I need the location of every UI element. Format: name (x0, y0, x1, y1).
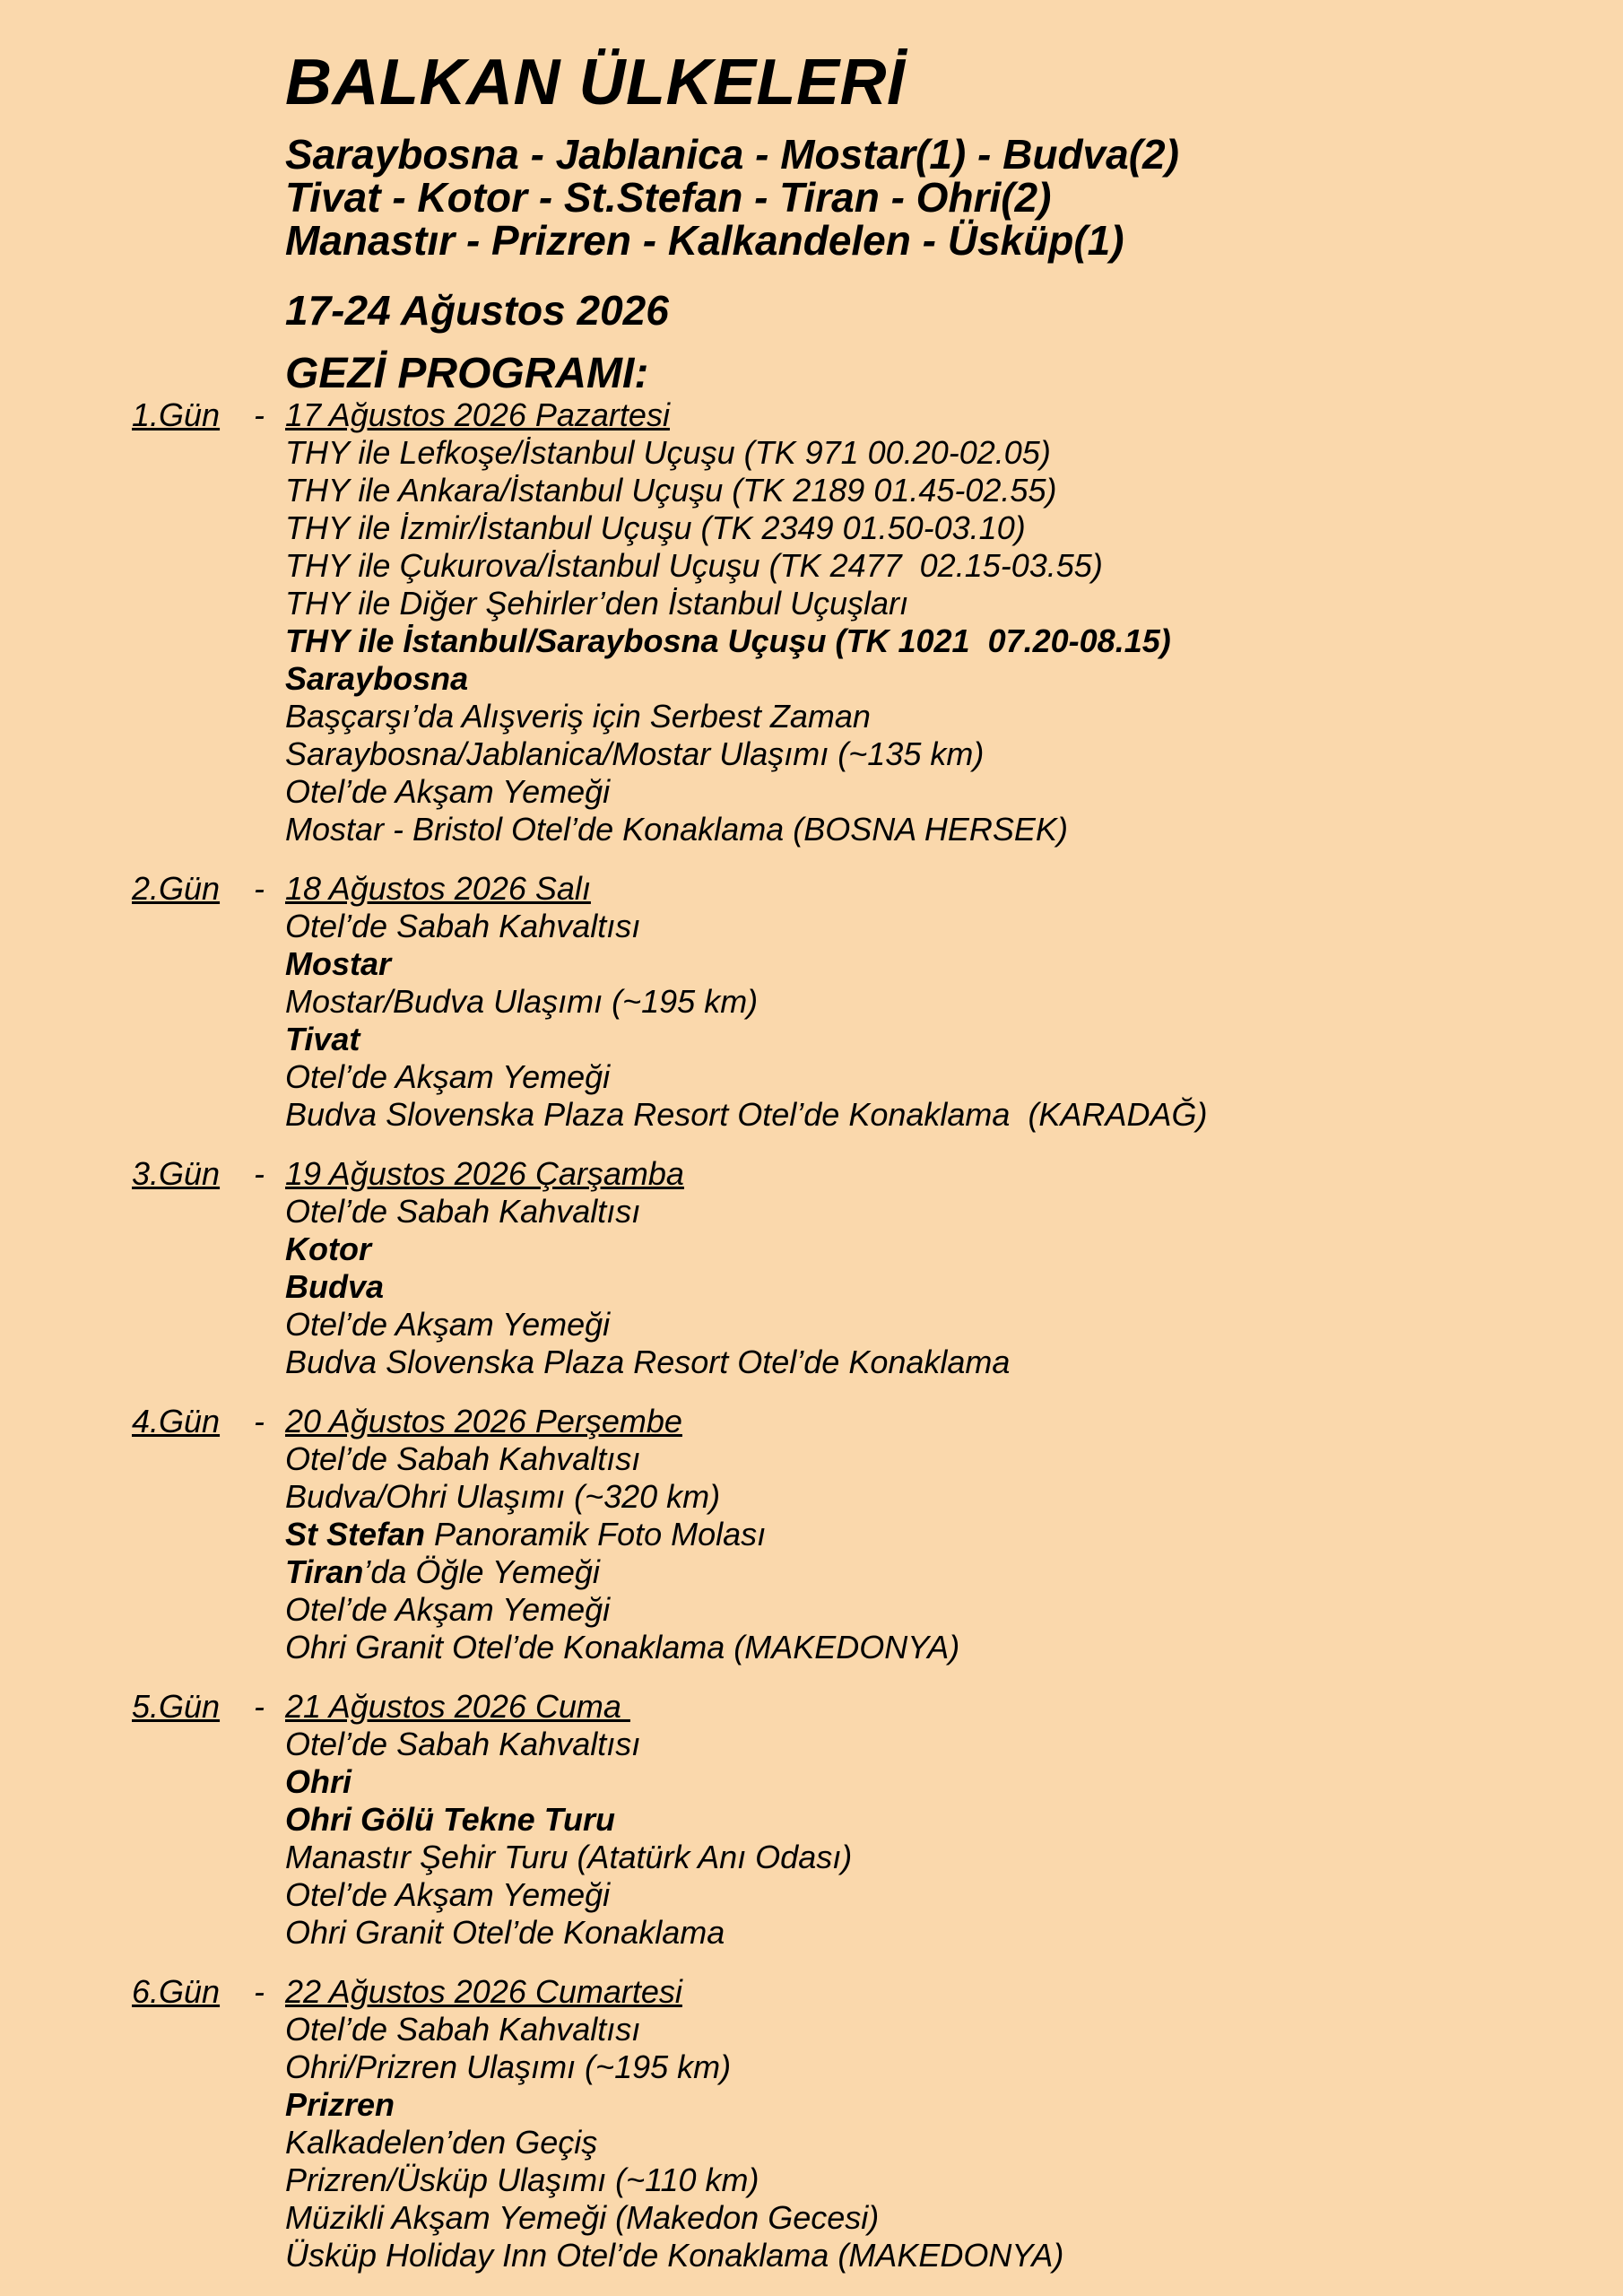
program-line-segment: THY ile Çukurova/İstanbul Uçuşu (TK 2477 02.15-03.55) (285, 547, 1103, 584)
day-header (0, 1973, 1623, 2011)
day-label: 6.Gün (132, 1973, 221, 2010)
day-lines (285, 2011, 1623, 2274)
program-line (285, 2161, 1623, 2199)
program-line-segment: Budva Slovenska Plaza Resort Otel’de Konaklama (KARADAĞ) (285, 1096, 1208, 1133)
route-line-2: Tivat - Kotor - St.Stefan - Tiran - Ohri(2) (285, 174, 1052, 221)
program-line (285, 2048, 1623, 2086)
program-line (285, 1726, 1623, 1763)
program-line-bold-segment: Mostar (285, 945, 392, 982)
program-line-bold-segment: Tivat (285, 1021, 360, 1057)
program-line-segment: Otel’de Sabah Kahvaltısı (285, 908, 641, 944)
document-header (0, 47, 1623, 397)
program-line (285, 1096, 1623, 1134)
program-line (285, 1058, 1623, 1096)
program-line-segment: Otel’de Akşam Yemeği (285, 1306, 611, 1343)
program-line (285, 1306, 1623, 1344)
program-line-segment: Budva Slovenska Plaza Resort Otel’de Konaklama (285, 1344, 1011, 1380)
program-line (285, 1478, 1623, 1516)
day-section (0, 396, 1623, 848)
program-line-bold-segment: Tiran (285, 1553, 364, 1590)
day-header (0, 1155, 1623, 1193)
program-line (285, 1021, 1623, 1058)
day-date: 21 Ağustos 2026 Cuma (285, 1688, 630, 1725)
program-line-segment: Otel’de Akşam Yemeği (285, 773, 611, 810)
program-line-segment: Otel’de Sabah Kahvaltısı (285, 1440, 641, 1477)
page-title: BALKAN ÜLKELERİ (285, 47, 906, 118)
program-line (285, 735, 1623, 773)
day-label: 2.Gün (132, 870, 221, 907)
program-line (285, 2237, 1623, 2274)
day-lines (285, 1726, 1623, 1952)
program-line (285, 585, 1623, 622)
program-line (285, 509, 1623, 547)
program-line-segment: Otel’de Sabah Kahvaltısı (285, 1193, 641, 1230)
day-header (0, 870, 1623, 908)
program-heading: GEZİ PROGRAMI: (285, 350, 649, 397)
program-line-bold-segment: Ohri Gölü Tekne Turu (285, 1801, 616, 1838)
program-line-bold-segment: Budva (285, 1268, 385, 1305)
day-date: 18 Ağustos 2026 Salı (285, 870, 591, 907)
program-line (285, 1516, 1623, 1553)
program-line (285, 472, 1623, 509)
program-line-segment: Otel’de Akşam Yemeği (285, 1876, 611, 1913)
day-dash: - (254, 1973, 265, 2010)
program-line (285, 2199, 1623, 2237)
day-label: 1.Gün (132, 396, 221, 433)
day-header (0, 1688, 1623, 1726)
day-date: 22 Ağustos 2026 Cumartesi (285, 1973, 682, 2010)
program-line (285, 2124, 1623, 2161)
program-line (285, 908, 1623, 945)
program-line-bold-segment: St Stefan (285, 1516, 426, 1552)
program-line (285, 1553, 1623, 1591)
program-line (285, 1268, 1623, 1306)
program-line-segment: THY ile Ankara/İstanbul Uçuşu (TK 2189 01.45-02.55) (285, 472, 1057, 509)
program-line-segment: Ohri Granit Otel’de Konaklama (285, 1914, 725, 1951)
day-dash: - (254, 1155, 265, 1192)
program-line (285, 1763, 1623, 1801)
program-line-segment: THY ile Diğer Şehirler’den İstanbul Uçuşları (285, 585, 908, 622)
program-line-bold-segment: Saraybosna (285, 660, 469, 697)
program-line-segment: Budva/Ohri Ulaşımı (~320 km) (285, 1478, 721, 1515)
day-header (0, 1403, 1623, 1440)
day-date: 20 Ağustos 2026 Perşembe (285, 1403, 682, 1439)
day-date: 17 Ağustos 2026 Pazartesi (285, 396, 670, 433)
program-line (285, 1839, 1623, 1876)
day-section (0, 1688, 1623, 1952)
program-line (285, 1440, 1623, 1478)
program-line (285, 1231, 1623, 1268)
day-lines (285, 1193, 1623, 1381)
program-line-segment: Mostar/Budva Ulaşımı (~195 km) (285, 983, 759, 1020)
program-line-segment: ’da Öğle Yemeği (363, 1553, 600, 1590)
program-line-segment: THY ile Lefkoşe/İstanbul Uçuşu (TK 971 00.20-02.05) (285, 434, 1051, 471)
day-header (0, 396, 1623, 434)
tour-date-range: 17-24 Ağustos 2026 (285, 287, 669, 334)
program-line-segment: Başçarşı’da Alışveriş için Serbest Zaman (285, 698, 871, 735)
program-line-segment: Mostar - Bristol Otel’de Konaklama (BOSNA HERSEK) (285, 811, 1068, 848)
program-line (285, 983, 1623, 1021)
program-line-segment: Kalkadelen’den Geçiş (285, 2124, 598, 2161)
program-line (285, 434, 1623, 472)
day-section (0, 1155, 1623, 1381)
program-line (285, 2011, 1623, 2048)
day-dash: - (254, 1403, 265, 1439)
program-line (285, 1344, 1623, 1381)
program-line-segment: Otel’de Akşam Yemeği (285, 1058, 611, 1095)
day-section (0, 1973, 1623, 2274)
day-dash: - (254, 396, 265, 433)
program-line-bold-segment: Ohri (285, 1763, 352, 1800)
program-line-segment: THY ile İzmir/İstanbul Uçuşu (TK 2349 01.50-03.10) (285, 509, 1026, 546)
program-line-segment: Ohri Granit Otel’de Konaklama (MAKEDONYA) (285, 1629, 960, 1665)
program-line (285, 811, 1623, 848)
day-label: 4.Gün (132, 1403, 221, 1439)
program-line-segment: Prizren/Üsküp Ulaşımı (~110 km) (285, 2161, 759, 2198)
program-line-segment: Manastır Şehir Turu (Atatürk Anı Odası) (285, 1839, 853, 1875)
program-line (285, 622, 1623, 660)
program-line-segment: Müzikli Akşam Yemeği (Makedon Gecesi) (285, 2199, 880, 2236)
program-line-segment: Otel’de Akşam Yemeği (285, 1591, 611, 1628)
program-line-segment: Ohri/Prizren Ulaşımı (~195 km) (285, 2048, 732, 2085)
program-line-bold-segment: THY ile İstanbul/Saraybosna Uçuşu (TK 1021 07.20-08.15) (285, 622, 1171, 659)
program-line (285, 1876, 1623, 1914)
program-line-segment: Otel’de Sabah Kahvaltısı (285, 2011, 641, 2048)
program-line (285, 2086, 1623, 2124)
day-label: 5.Gün (132, 1688, 221, 1725)
day-lines (285, 434, 1623, 848)
program-line-bold-segment: Prizren (285, 2086, 395, 2123)
program-line-bold-segment: Kotor (285, 1231, 371, 1267)
day-section (0, 1403, 1623, 1666)
day-section (0, 870, 1623, 1134)
route-line-1: Saraybosna - Jablanica - Mostar(1) - Budva(2) (285, 131, 1179, 178)
day-label: 3.Gün (132, 1155, 221, 1192)
route-line-3: Manastır - Prizren - Kalkandelen - Üsküp(1) (285, 217, 1124, 264)
program-line (285, 945, 1623, 983)
program-line (285, 773, 1623, 811)
day-lines (285, 1440, 1623, 1666)
program-line (285, 1629, 1623, 1666)
program-line-segment: Panoramik Foto Molası (425, 1516, 767, 1552)
program-line (285, 1193, 1623, 1231)
day-date: 19 Ağustos 2026 Çarşamba (285, 1155, 684, 1192)
program-line (285, 1591, 1623, 1629)
day-dash: - (254, 870, 265, 907)
day-lines (285, 908, 1623, 1134)
program-line-segment: Saraybosna/Jablanica/Mostar Ulaşımı (~135 km) (285, 735, 985, 772)
program-line (285, 547, 1623, 585)
program-line (285, 698, 1623, 735)
program-line (285, 1801, 1623, 1839)
program-line-segment: Otel’de Sabah Kahvaltısı (285, 1726, 641, 1762)
program-line (285, 660, 1623, 698)
program-line (285, 1914, 1623, 1952)
program-line-segment: Üsküp Holiday Inn Otel’de Konaklama (MAKEDONYA) (285, 2237, 1064, 2274)
days-list (0, 396, 1623, 2274)
day-dash: - (254, 1688, 265, 1725)
